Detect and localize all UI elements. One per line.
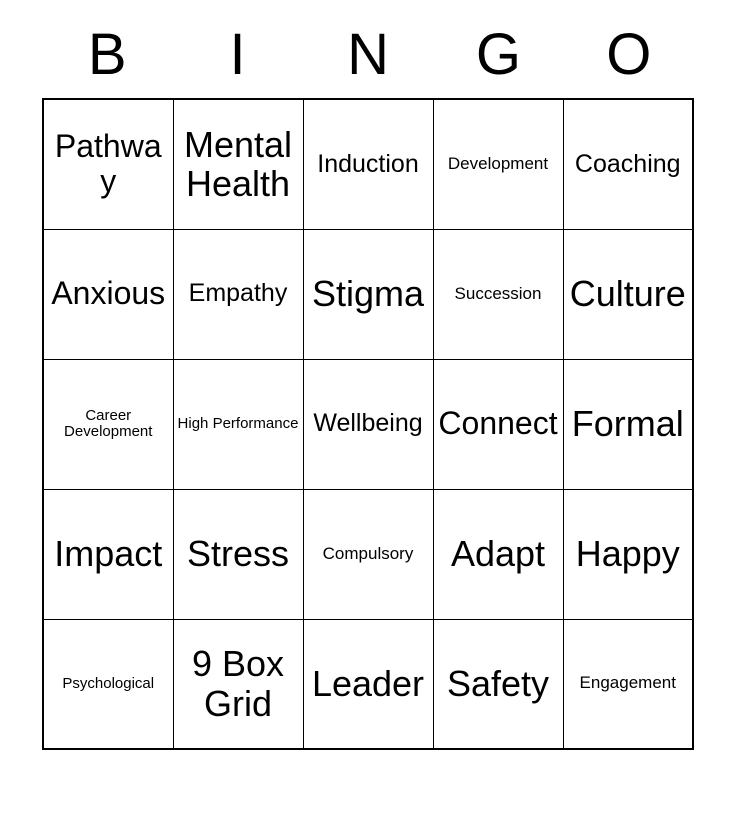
header-letter-g: G [475, 22, 521, 87]
bingo-cell-label: Stress [186, 533, 290, 575]
bingo-cell-label: Adapt [450, 533, 546, 575]
bingo-cell-label: Formal [571, 403, 684, 445]
bingo-cell-label: Wellbeing [313, 409, 423, 438]
bingo-grid [42, 98, 694, 750]
bingo-cell-label: Stigma [311, 273, 425, 315]
bingo-cell[interactable] [303, 99, 433, 229]
bingo-row [43, 359, 693, 489]
bingo-cell-label: Connect [438, 405, 558, 442]
header-letter-n: N [347, 22, 389, 87]
bingo-cell[interactable] [173, 489, 303, 619]
bingo-row [43, 619, 693, 749]
bingo-cell-label: Development [447, 153, 549, 173]
bingo-cell-label: Impact [54, 533, 163, 575]
bingo-cell[interactable] [563, 359, 693, 489]
bingo-cell[interactable] [303, 489, 433, 619]
bingo-cell[interactable] [433, 619, 563, 749]
bingo-cell-label: Career Development [64, 406, 153, 440]
bingo-cell-label: Succession [454, 283, 542, 303]
header-letter-b: B [87, 22, 127, 87]
header-letter-o: O [606, 22, 652, 87]
bingo-cell[interactable] [173, 619, 303, 749]
bingo-cell-label: 9 Box Grid [191, 643, 285, 724]
bingo-cell-label: Compulsory [322, 543, 414, 563]
bingo-cell[interactable] [303, 619, 433, 749]
bingo-card [0, 22, 736, 822]
bingo-cell[interactable] [173, 359, 303, 489]
bingo-cell[interactable] [43, 99, 173, 229]
bingo-cell[interactable] [43, 489, 173, 619]
bingo-cell[interactable] [43, 229, 173, 359]
bingo-cell-label: Leader [311, 662, 425, 704]
bingo-cell-label: High Performance [177, 414, 299, 432]
bingo-cell-label: Induction [317, 149, 419, 178]
bingo-cell[interactable] [303, 359, 433, 489]
bingo-cell[interactable] [563, 229, 693, 359]
bingo-cell[interactable] [303, 229, 433, 359]
bingo-cell[interactable] [563, 619, 693, 749]
bingo-cell-label: Pathway [54, 128, 162, 200]
bingo-cell[interactable] [433, 99, 563, 229]
bingo-cell[interactable] [563, 489, 693, 619]
bingo-header [42, 22, 694, 88]
bingo-cell-label: Safety [446, 662, 550, 704]
bingo-cell[interactable] [433, 489, 563, 619]
bingo-cell-label: Culture [569, 273, 686, 315]
bingo-cell[interactable] [433, 229, 563, 359]
bingo-cell[interactable] [173, 99, 303, 229]
bingo-cell-label: Happy [575, 533, 680, 575]
bingo-cell[interactable] [43, 359, 173, 489]
bingo-cell-label: Engagement [579, 673, 676, 693]
bingo-cell-label: Empathy [188, 279, 288, 308]
bingo-cell-label: Psychological [62, 674, 155, 692]
bingo-row [43, 489, 693, 619]
bingo-cell[interactable] [563, 99, 693, 229]
header-letter-i: I [229, 22, 246, 87]
bingo-row [43, 99, 693, 229]
bingo-cell[interactable] [433, 359, 563, 489]
bingo-cell-label: Mental Health [183, 123, 293, 205]
bingo-cell[interactable] [43, 619, 173, 749]
bingo-cell-label: Coaching [574, 149, 681, 178]
bingo-cell[interactable] [173, 229, 303, 359]
bingo-cell-label: Anxious [51, 275, 166, 312]
bingo-row [43, 229, 693, 359]
